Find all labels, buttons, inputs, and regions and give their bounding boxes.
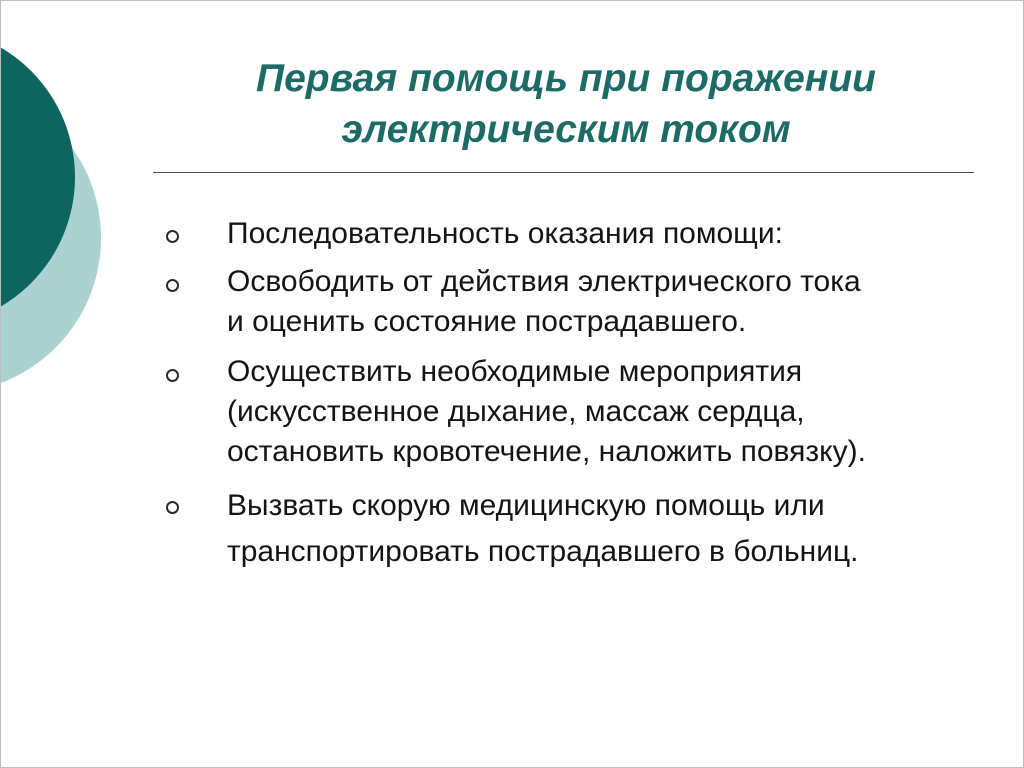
bullet-line: Последовательность оказания помощи: <box>227 217 783 250</box>
hollow-circle-bullet-icon <box>166 279 179 292</box>
bullet-line: транспортировать пострадавшего в больниц. <box>227 535 859 568</box>
title-line-2: электрическим током <box>341 108 791 151</box>
bullet-text <box>227 352 967 472</box>
bullet-line: остановить кровотечение, наложить повязку). <box>227 435 866 468</box>
bullet-line: Освободить от действия электрического тока <box>227 265 861 298</box>
hollow-circle-bullet-icon <box>166 230 179 243</box>
bullet-text <box>227 214 967 254</box>
decorative-circles <box>1 1 121 401</box>
title-line-1: Первая помощь при поражении <box>256 57 876 100</box>
hollow-circle-bullet-icon <box>166 369 179 382</box>
bullet-line: Осуществить необходимые мероприятия <box>227 355 803 388</box>
hollow-circle-bullet-icon <box>166 501 179 514</box>
bullet-text <box>227 483 967 575</box>
bullet-line: и оценить состояние пострадавшего. <box>227 305 747 338</box>
bullet-line: Вызвать скорую медицинскую помощь или <box>227 489 825 522</box>
bullet-text <box>227 262 967 342</box>
slide-title <box>151 53 981 155</box>
bullet-line: (искусственное дыхание, массаж сердца, <box>227 395 805 428</box>
title-divider <box>153 172 974 173</box>
